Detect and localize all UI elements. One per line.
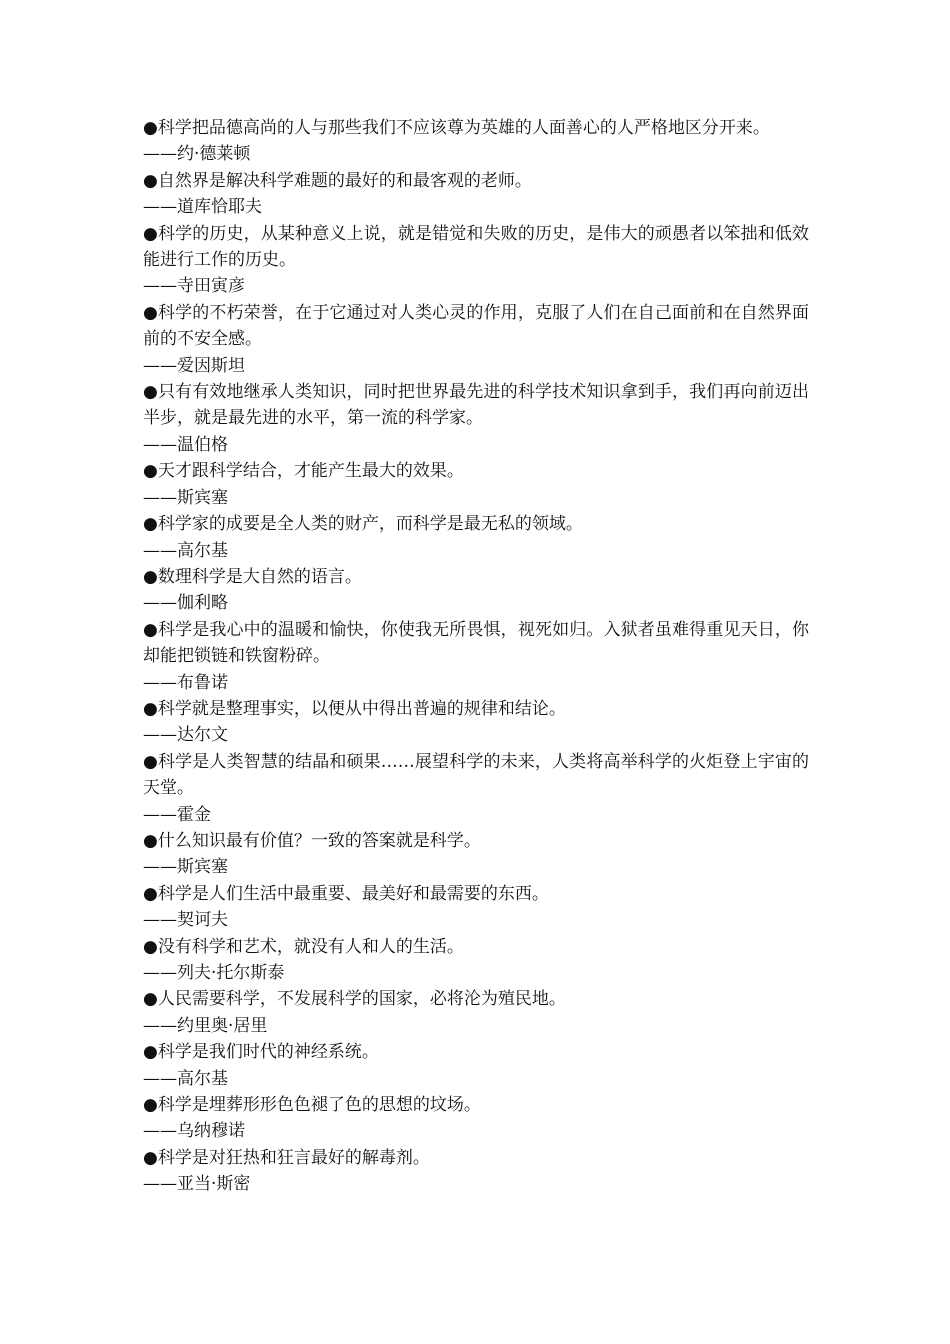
quote-text: ●科学是人们生活中最重要、最美好和最需要的东西。 [143, 883, 549, 904]
quote-author: ——爱因斯坦 [143, 355, 245, 376]
quote-text: ●没有科学和艺术，就没有人和人的生活。 [143, 936, 464, 957]
quote-text: ●人民需要科学，不发展科学的国家，必将沦为殖民地。 [143, 989, 566, 1010]
quote-author: ——霍金 [143, 804, 211, 825]
quote-text: ●科学家的成要是全人类的财产，而科学是最无私的领域。 [143, 514, 583, 535]
quote-author: ——布鲁诺 [143, 672, 228, 693]
quote-author: ——寺田寅彦 [143, 276, 245, 297]
quote-author: ——亚当·斯密 [143, 1174, 251, 1195]
quote-text: ●只有有效地继承人类知识，同时把世界最先进的科学技术知识拿到手，我们再向前迈出半步，就是最先进的水平，第一流的科学家。 [143, 382, 809, 429]
quote-author: ——道库恰耶夫 [143, 197, 262, 218]
quote-text: ●什么知识最有价值？一致的答案就是科学。 [143, 830, 481, 851]
quote-author: ——乌纳穆诺 [143, 1121, 245, 1142]
quote-author: ——约里奥·居里 [143, 1015, 268, 1036]
quote-text: ●科学的历史，从某种意义上说，就是错觉和失败的历史，是伟大的顽愚者以笨拙和低效能进行工作的历史。 [143, 223, 809, 271]
quote-text: ●天才跟科学结合，才能产生最大的效果。 [143, 461, 464, 482]
quote-author: ——斯宾塞 [143, 487, 228, 508]
quote-author: ——伽利略 [143, 593, 228, 614]
quote-text: ●科学是人类智慧的结晶和硕果……展望科学的未来，人类将高举科学的火炬登上宇宙的天堂。 [143, 751, 809, 799]
quote-text: ●科学是对狂热和狂言最好的解毒剂。 [143, 1147, 430, 1168]
quote-document [143, 115, 809, 1198]
quote-author: ——列夫·托尔斯泰 [143, 963, 285, 983]
quote-author: ——约·德莱顿 [143, 144, 251, 165]
quote-author: ——契诃夫 [143, 910, 228, 931]
quote-text: ●科学就是整理事实，以便从中得出普遍的规律和结论。 [143, 698, 566, 719]
quote-text: ●数理科学是大自然的语言。 [143, 566, 362, 587]
quote-author: ——达尔文 [143, 725, 228, 746]
quote-text: ●科学把品德高尚的人与那些我们不应该尊为英雄的人面善心的人严格地区分开来。 [143, 118, 770, 138]
quote-author: ——温伯格 [143, 434, 228, 455]
quote-text: ●科学是我们时代的神经系统。 [143, 1042, 379, 1063]
quote-text: ●科学是埋葬形形色色褪了色的思想的坟场。 [143, 1095, 481, 1116]
quote-author: ——斯宾塞 [143, 857, 228, 878]
quote-text: ●科学的不朽荣誉，在于它通过对人类心灵的作用，克服了人们在自己面前和在自然界面前的不安全感。 [143, 302, 809, 350]
quote-text: ●科学是我心中的温暖和愉快，你使我无所畏惧，视死如归。入狱者虽难得重见天日，你却能把锁链和铁窗粉碎。 [143, 619, 809, 667]
quote-author: ——高尔基 [143, 1068, 228, 1089]
quote-author: ——高尔基 [143, 540, 228, 561]
quote-text: ●自然界是解决科学难题的最好的和最客观的老师。 [143, 170, 532, 191]
